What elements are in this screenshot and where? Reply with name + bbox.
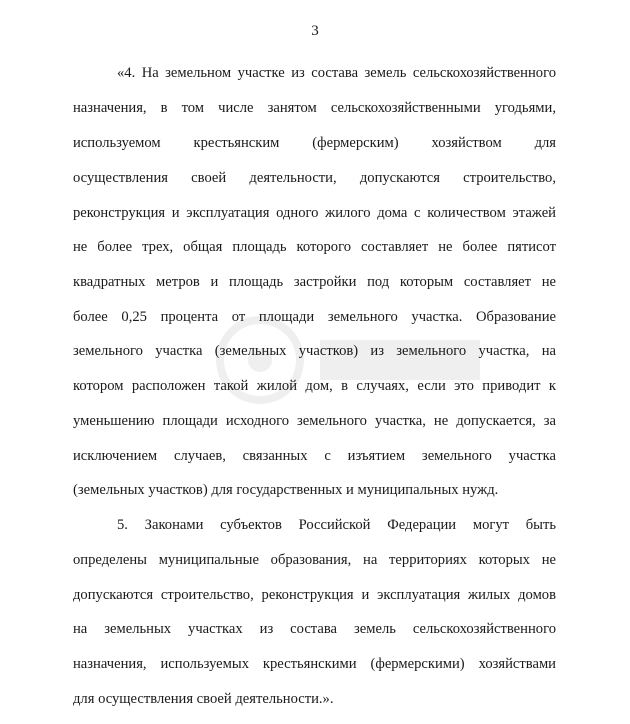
text-line: назначения, используемых крестьянскими (фермерскими) хозяйствами: [73, 656, 556, 672]
text-line: определены муниципальные образования, на территориях которых не: [73, 552, 556, 568]
text-line: более 0,25 процента от площади земельного участка. Образование: [73, 309, 556, 325]
text-line: (земельных участков) для государственных и муниципальных нужд.: [73, 482, 499, 498]
text-line: «4. На земельном участке из состава земель сельскохозяйственного: [117, 65, 556, 81]
text-line: реконструкция и эксплуатация одного жилого дома с количеством этажей: [73, 205, 556, 221]
text-line: на земельных участках из состава земель сельскохозяйственного: [73, 621, 556, 637]
text-line: квадратных метров и площадь застройки под которым составляет не: [73, 274, 556, 290]
text-line: 5. Законами субъектов Российской Федерации могут быть: [117, 517, 556, 533]
text-line: котором расположен такой жилой дом, в случаях, если это приводит к: [73, 378, 556, 394]
text-line: исключением случаев, связанных с изъятием земельного участка: [73, 448, 556, 464]
text-line: допускаются строительство, реконструкция и эксплуатация жилых домов: [73, 587, 556, 603]
text-line: для осуществления своей деятельности.».: [73, 691, 334, 707]
text-line: не более трех, общая площадь которого составляет не более пятисот: [73, 239, 556, 255]
page-number: 3: [311, 23, 319, 39]
text-line: используемом крестьянским (фермерским) хозяйством для: [73, 135, 556, 151]
text-line: уменьшению площади исходного земельного участка, не допускается, за: [73, 413, 556, 429]
text-line: назначения, в том числе занятом сельскохозяйственными угодьями,: [73, 100, 556, 116]
text-line: земельного участка (земельных участков) из земельного участка, на: [73, 343, 556, 359]
text-line: осуществления своей деятельности, допускаются строительство,: [73, 170, 556, 186]
